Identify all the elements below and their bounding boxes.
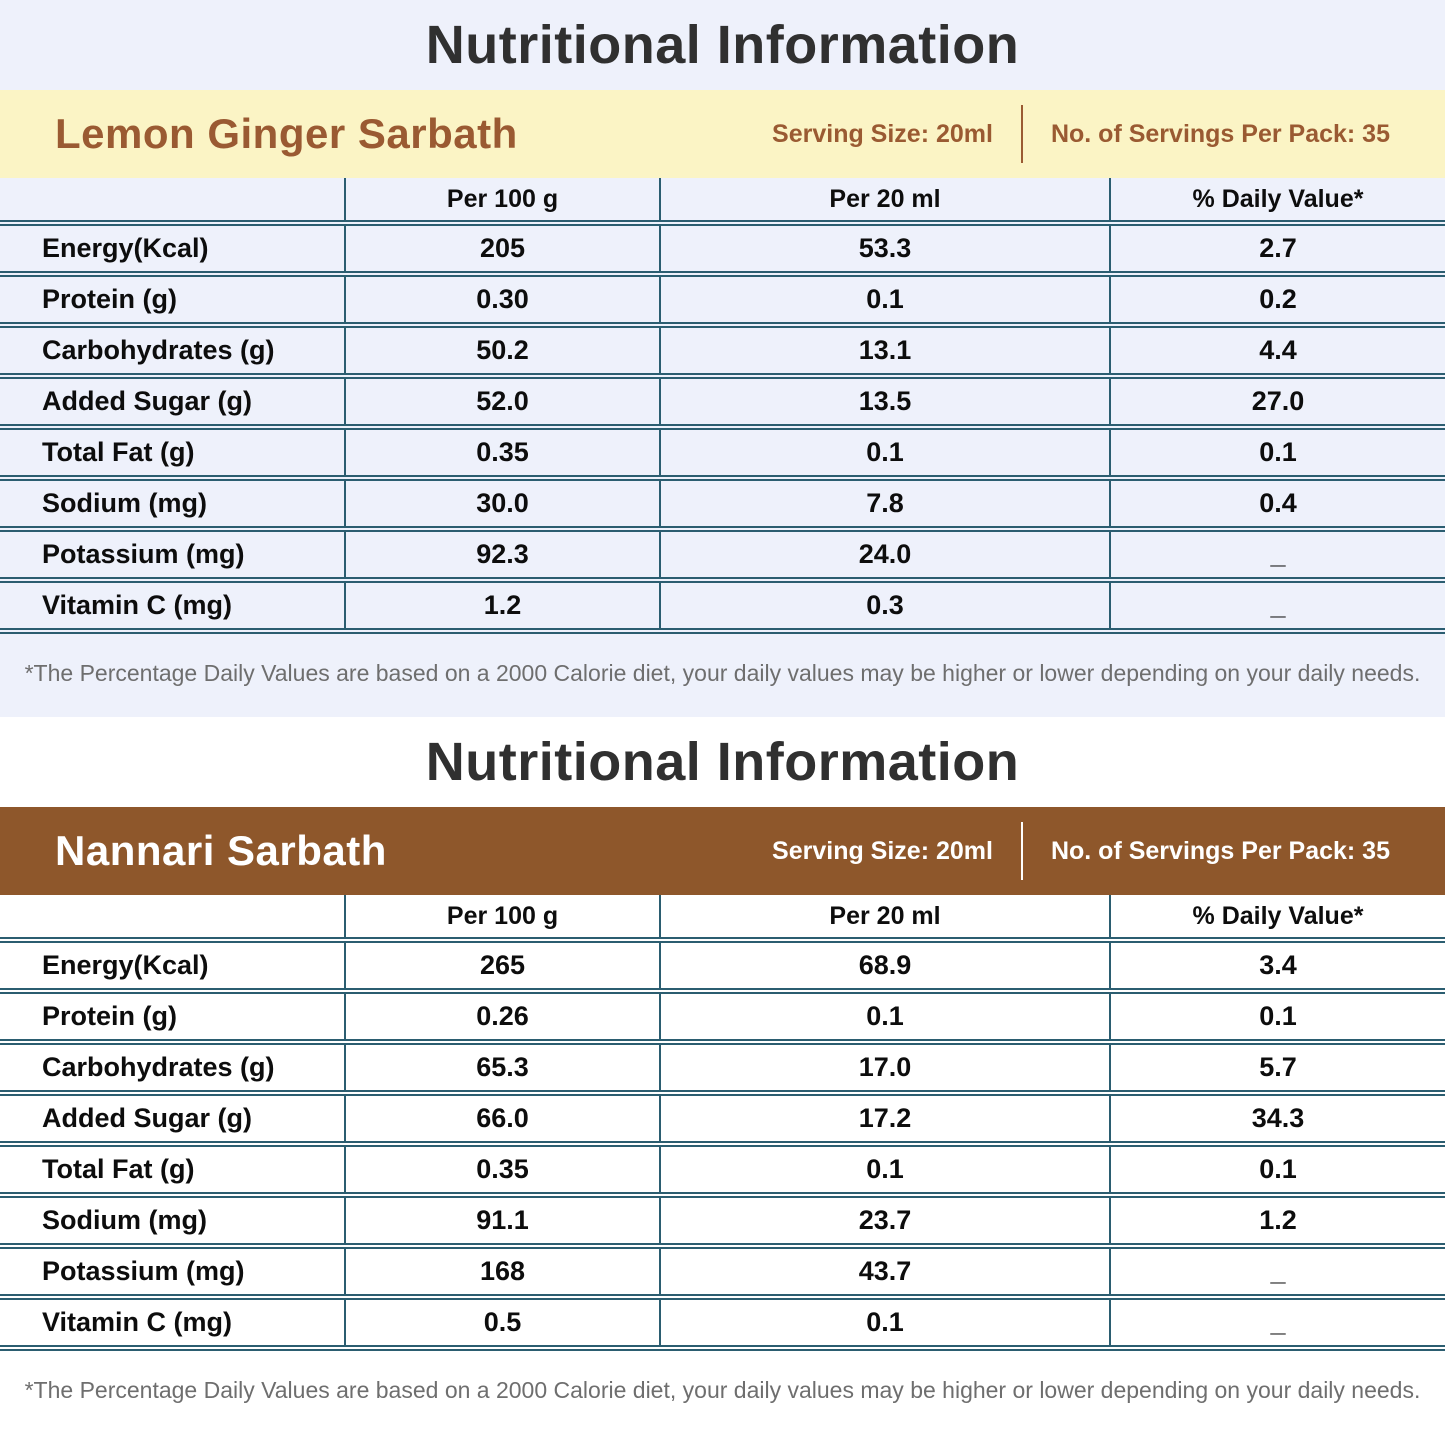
serving-info bbox=[772, 822, 1390, 880]
per-20ml-value: 17.2 bbox=[660, 1093, 1110, 1144]
daily-value: 2.7 bbox=[1110, 223, 1445, 274]
per-20ml-value: 0.1 bbox=[660, 1297, 1110, 1348]
per-100g-value: 50.2 bbox=[345, 325, 660, 376]
column-header-per-20ml: Per 20 ml bbox=[660, 178, 1110, 223]
column-header-nutrient bbox=[0, 895, 345, 940]
per-100g-value: 0.26 bbox=[345, 991, 660, 1042]
table-row bbox=[0, 274, 1445, 325]
servings-per-pack-label: No. of Servings Per Pack: 35 bbox=[1050, 836, 1390, 865]
panel-nannari-sarbath bbox=[0, 717, 1445, 1434]
per-100g-value: 91.1 bbox=[345, 1195, 660, 1246]
per-100g-value: 168 bbox=[345, 1246, 660, 1297]
daily-value: 0.1 bbox=[1110, 427, 1445, 478]
per-20ml-value: 13.5 bbox=[660, 376, 1110, 427]
panel-lemon-ginger-sarbath bbox=[0, 0, 1445, 717]
per-100g-value: 0.30 bbox=[345, 274, 660, 325]
per-20ml-value: 0.1 bbox=[660, 274, 1110, 325]
column-header-daily-value: % Daily Value* bbox=[1110, 895, 1445, 940]
product-name: Lemon Ginger Sarbath bbox=[55, 110, 518, 157]
column-header-per-100g: Per 100 g bbox=[345, 178, 660, 223]
table-row bbox=[0, 223, 1445, 274]
daily-value: 0.2 bbox=[1110, 274, 1445, 325]
product-banner bbox=[0, 90, 1445, 178]
nutrient-label: Vitamin C (mg) bbox=[0, 1297, 345, 1348]
per-20ml-value: 0.1 bbox=[660, 427, 1110, 478]
banner-divider bbox=[1021, 105, 1023, 163]
per-20ml-value: 53.3 bbox=[660, 223, 1110, 274]
column-header-per-100g: Per 100 g bbox=[345, 895, 660, 940]
per-20ml-value: 68.9 bbox=[660, 940, 1110, 991]
table-row bbox=[0, 1297, 1445, 1348]
product-name: Nannari Sarbath bbox=[55, 827, 387, 874]
daily-value: 1.2 bbox=[1110, 1195, 1445, 1246]
nutrition-table bbox=[0, 178, 1445, 634]
table-row bbox=[0, 529, 1445, 580]
per-100g-value: 205 bbox=[345, 223, 660, 274]
daily-value: 34.3 bbox=[1110, 1093, 1445, 1144]
table-row bbox=[0, 1246, 1445, 1297]
daily-value: _ bbox=[1110, 1297, 1445, 1348]
serving-info bbox=[772, 105, 1390, 163]
nutrient-label: Protein (g) bbox=[0, 991, 345, 1042]
table-row bbox=[0, 940, 1445, 991]
product-banner bbox=[0, 807, 1445, 895]
per-100g-value: 0.35 bbox=[345, 1144, 660, 1195]
nutrient-label: Sodium (mg) bbox=[0, 478, 345, 529]
section-title: Nutritional Information bbox=[425, 15, 1020, 75]
column-header-per-20ml: Per 20 ml bbox=[660, 895, 1110, 940]
serving-size-label: Serving Size: 20ml bbox=[772, 119, 993, 148]
nutrient-label: Carbohydrates (g) bbox=[0, 1042, 345, 1093]
daily-value: 0.4 bbox=[1110, 478, 1445, 529]
table-row bbox=[0, 478, 1445, 529]
nutrient-label: Total Fat (g) bbox=[0, 427, 345, 478]
per-100g-value: 52.0 bbox=[345, 376, 660, 427]
per-100g-value: 66.0 bbox=[345, 1093, 660, 1144]
daily-value: 3.4 bbox=[1110, 940, 1445, 991]
nutrient-label: Total Fat (g) bbox=[0, 1144, 345, 1195]
daily-value: _ bbox=[1110, 580, 1445, 631]
serving-size-label: Serving Size: 20ml bbox=[772, 836, 993, 865]
column-header-nutrient bbox=[0, 178, 345, 223]
per-100g-value: 30.0 bbox=[345, 478, 660, 529]
nutrient-label: Vitamin C (mg) bbox=[0, 580, 345, 631]
per-100g-value: 92.3 bbox=[345, 529, 660, 580]
daily-value: _ bbox=[1110, 1246, 1445, 1297]
per-20ml-value: 17.0 bbox=[660, 1042, 1110, 1093]
section-title: Nutritional Information bbox=[425, 732, 1020, 792]
table-row bbox=[0, 325, 1445, 376]
table-row bbox=[0, 376, 1445, 427]
nutrient-label: Protein (g) bbox=[0, 274, 345, 325]
table-row bbox=[0, 1195, 1445, 1246]
nutrient-label: Added Sugar (g) bbox=[0, 376, 345, 427]
per-20ml-value: 13.1 bbox=[660, 325, 1110, 376]
daily-value: 4.4 bbox=[1110, 325, 1445, 376]
per-100g-value: 0.35 bbox=[345, 427, 660, 478]
table-row bbox=[0, 427, 1445, 478]
per-20ml-value: 0.1 bbox=[660, 1144, 1110, 1195]
per-100g-value: 0.5 bbox=[345, 1297, 660, 1348]
daily-value-footnote: *The Percentage Daily Values are based on a 2000 Calorie diet, your daily values may be higher or lower depending on your daily needs. bbox=[24, 1377, 1421, 1403]
per-20ml-value: 7.8 bbox=[660, 478, 1110, 529]
table-header-row bbox=[0, 178, 1445, 223]
per-100g-value: 1.2 bbox=[345, 580, 660, 631]
daily-value-footnote: *The Percentage Daily Values are based on a 2000 Calorie diet, your daily values may be higher or lower depending on your daily needs. bbox=[24, 660, 1421, 686]
nutrient-label: Potassium (mg) bbox=[0, 1246, 345, 1297]
table-row bbox=[0, 580, 1445, 631]
nutrition-table bbox=[0, 895, 1445, 1351]
table-row bbox=[0, 1042, 1445, 1093]
daily-value: 0.1 bbox=[1110, 1144, 1445, 1195]
nutrient-label: Energy(Kcal) bbox=[0, 940, 345, 991]
table-header-row bbox=[0, 895, 1445, 940]
daily-value: 0.1 bbox=[1110, 991, 1445, 1042]
nutrient-label: Potassium (mg) bbox=[0, 529, 345, 580]
per-20ml-value: 0.3 bbox=[660, 580, 1110, 631]
daily-value: 27.0 bbox=[1110, 376, 1445, 427]
table-row bbox=[0, 1144, 1445, 1195]
per-20ml-value: 0.1 bbox=[660, 991, 1110, 1042]
per-100g-value: 265 bbox=[345, 940, 660, 991]
table-row bbox=[0, 991, 1445, 1042]
column-header-daily-value: % Daily Value* bbox=[1110, 178, 1445, 223]
daily-value: _ bbox=[1110, 529, 1445, 580]
banner-divider bbox=[1021, 822, 1023, 880]
nutrient-label: Added Sugar (g) bbox=[0, 1093, 345, 1144]
table-row bbox=[0, 1093, 1445, 1144]
per-20ml-value: 23.7 bbox=[660, 1195, 1110, 1246]
per-100g-value: 65.3 bbox=[345, 1042, 660, 1093]
nutrient-label: Sodium (mg) bbox=[0, 1195, 345, 1246]
servings-per-pack-label: No. of Servings Per Pack: 35 bbox=[1050, 119, 1390, 148]
daily-value: 5.7 bbox=[1110, 1042, 1445, 1093]
per-20ml-value: 43.7 bbox=[660, 1246, 1110, 1297]
nutrient-label: Carbohydrates (g) bbox=[0, 325, 345, 376]
nutrient-label: Energy(Kcal) bbox=[0, 223, 345, 274]
per-20ml-value: 24.0 bbox=[660, 529, 1110, 580]
